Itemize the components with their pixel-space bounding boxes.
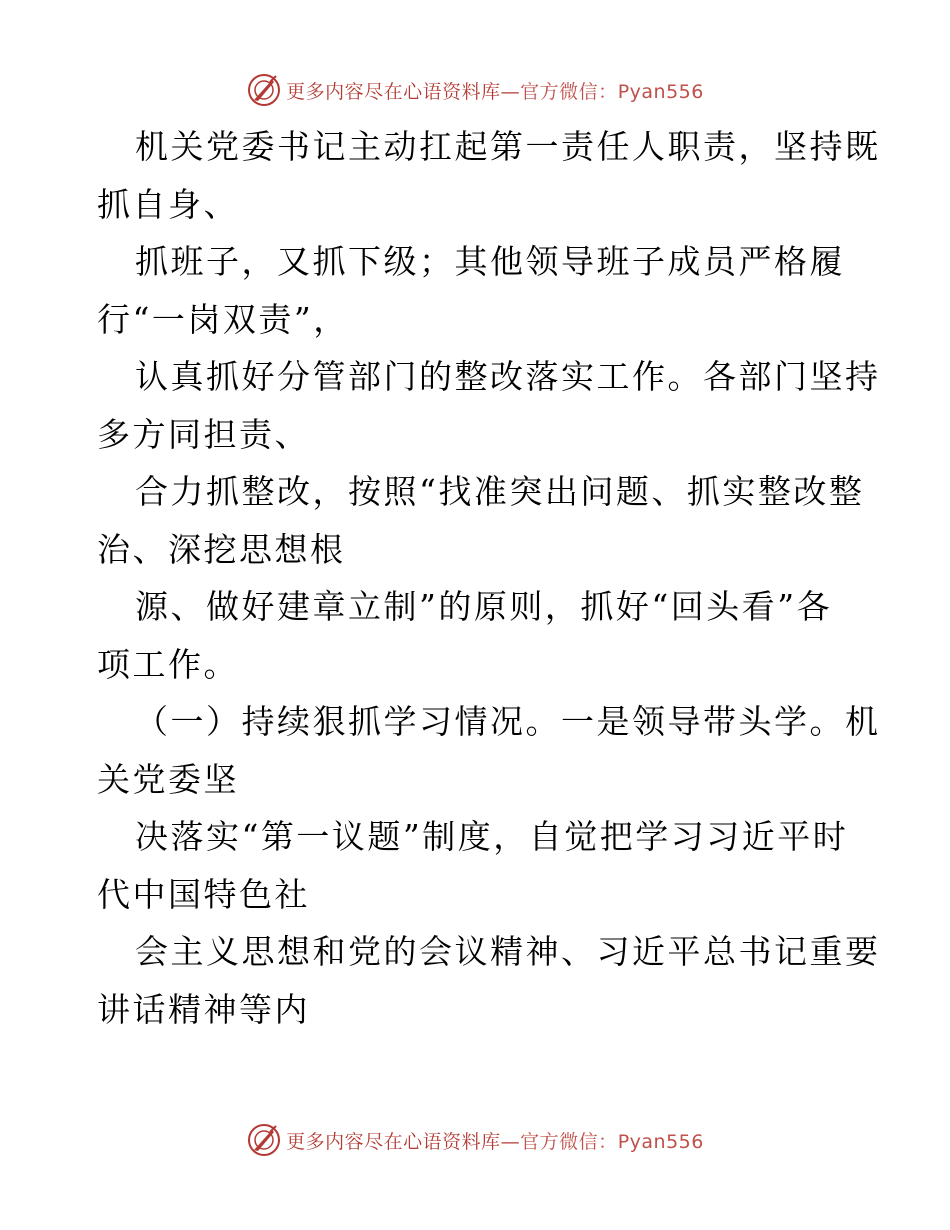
text-line: 项工作。	[97, 644, 239, 684]
watermark-dash: —	[500, 1130, 521, 1153]
quill-logo-icon	[246, 72, 282, 108]
text-line: 多方同担责、	[97, 414, 310, 454]
watermark-text	[286, 77, 704, 104]
watermark-text	[286, 1127, 704, 1154]
text-line: 决落实“第一议题”制度，自觉把学习习近平时	[135, 817, 849, 856]
text-line: 代中国特色社	[97, 874, 310, 914]
text-line: 讲话精神等内	[97, 989, 310, 1029]
quill-logo-icon	[246, 1122, 282, 1158]
watermark-dash: —	[500, 80, 521, 103]
watermark-main: 更多内容尽在心语资料库	[286, 1130, 501, 1153]
text-line: 治、深挖思想根	[97, 529, 346, 569]
document-body	[97, 118, 881, 1038]
header-watermark	[0, 70, 950, 110]
watermark-id: Pyan556	[617, 80, 704, 103]
watermark-sub: 官方微信：	[520, 1130, 618, 1153]
text-line: 关党委坚	[97, 759, 239, 799]
watermark-main: 更多内容尽在心语资料库	[286, 80, 501, 103]
text-line: 抓班子，又抓下级；其他领导班子成员严格履	[135, 242, 845, 281]
text-line: （一）持续狠抓学习情况。一是领导带头学。机	[135, 702, 881, 741]
text-line: 会主义思想和党的会议精神、习近平总书记重要	[135, 932, 881, 971]
text-line: 认真抓好分管部门的整改落实工作。各部门坚持	[135, 357, 881, 396]
footer-watermark	[0, 1120, 950, 1160]
text-line: 抓自身、	[97, 184, 239, 224]
text-line: 源、做好建章立制”的原则，抓好“回头看”各	[135, 587, 833, 626]
text-line: 合力抓整改，按照“找准突出问题、抓实整改整	[135, 472, 865, 511]
text-line: 机关党委书记主动扛起第一责任人职责，坚持既	[135, 127, 881, 166]
text-line: 行“一岗双责”，	[97, 299, 349, 339]
watermark-sub: 官方微信：	[520, 80, 618, 103]
watermark-id: Pyan556	[617, 1130, 704, 1153]
